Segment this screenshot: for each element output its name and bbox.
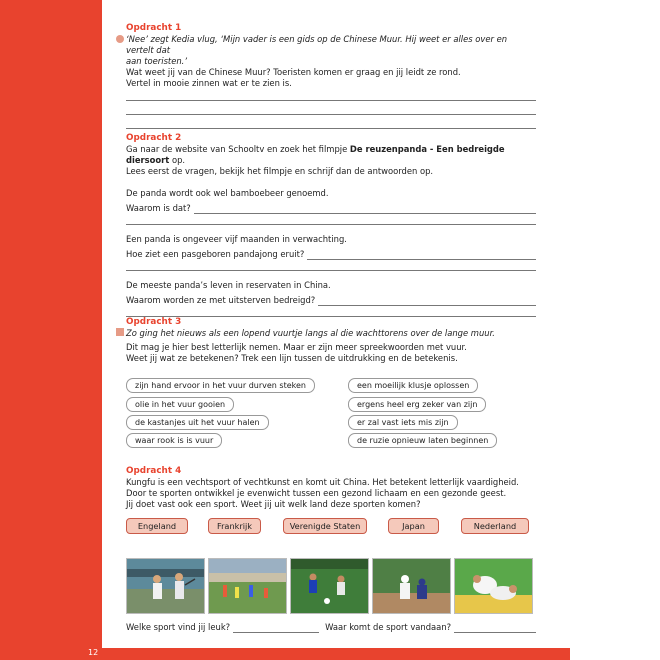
- meaning-pill[interactable]: ergens heel erg zeker van zijn: [348, 397, 486, 412]
- expression-pill[interactable]: waar rook is is vuur: [126, 433, 222, 448]
- opdracht-2-intro: [126, 144, 536, 166]
- intro-text: Ga naar de website van Schooltv en zoek het filmpje: [126, 144, 350, 154]
- q2-statement: Een panda is ongeveer vijf maanden in verwachting.: [126, 234, 347, 244]
- opdracht-1-text-line1: Wat weet jij van de Chinese Muur? Toeristen komen er graag en jij leidt ze rond.: [126, 67, 461, 77]
- country-tag[interactable]: Japan: [388, 518, 439, 534]
- opdracht-2: [126, 133, 536, 317]
- q1-answer-line[interactable]: [194, 205, 536, 214]
- country-tag[interactable]: Frankrijk: [208, 518, 261, 534]
- sport-origin-answer-line[interactable]: [454, 624, 536, 633]
- opdracht-3-quote: Zo ging het nieuws als een lopend vuurtje langs al die wachttorens over de lange muur.: [126, 328, 495, 338]
- baseball-photo: [372, 558, 451, 614]
- left-red-margin: [0, 0, 102, 660]
- q3-answer-line[interactable]: [318, 297, 536, 306]
- expression-pill[interactable]: olie in het vuur gooien: [126, 397, 234, 412]
- opdracht-3-text-line2: Weet jij wat ze betekenen? Trek een lijn tussen de uitdrukking en de betekenis.: [126, 353, 458, 363]
- bottom-red-margin: [102, 648, 570, 660]
- opdracht-3-text-line1: Dit mag je hier best letterlijk nemen. Maar er zijn meer spreekwoorden met vuur.: [126, 342, 467, 352]
- country-tag[interactable]: Engeland: [126, 518, 188, 534]
- opdracht-1-text-line2: Vertel in mooie zinnen wat er te zien is.: [126, 78, 292, 88]
- answer-line[interactable]: [126, 224, 536, 225]
- opdracht-4-title: Opdracht 4: [126, 466, 182, 476]
- opdracht-3-title: Opdracht 3: [126, 317, 182, 327]
- meaning-pill[interactable]: de ruzie opnieuw laten beginnen: [348, 433, 497, 448]
- video-title: De reuzenpanda - Een bedreigde diersoort: [126, 144, 505, 165]
- circle-bullet-icon: [116, 35, 124, 43]
- favorite-sport-answer-line[interactable]: [233, 624, 319, 633]
- question-sport-origin: Waar komt de sport vandaan?: [325, 622, 452, 632]
- q1-row: [126, 203, 536, 214]
- opdracht-4-text-line1: Kungfu is een vechtsport of vechtkunst en komt uit China. Het betekent letterlijk vaardigheid.: [126, 477, 519, 487]
- expression-pill[interactable]: zijn hand ervoor in het vuur durven steken: [126, 378, 315, 393]
- meaning-pill[interactable]: er zal vast iets mis zijn: [348, 415, 458, 430]
- q2-row: [126, 249, 536, 260]
- tennis-photo: [126, 558, 205, 614]
- page-number: 12: [88, 648, 99, 657]
- q3-row: [126, 295, 536, 306]
- intro-end: op.: [169, 155, 186, 165]
- opdracht-1-title: Opdracht 1: [126, 23, 182, 33]
- question-favorite-sport: Welke sport vind jij leuk?: [126, 622, 231, 632]
- answer-line[interactable]: [126, 270, 536, 271]
- opdracht-2-title: Opdracht 2: [126, 133, 182, 143]
- country-tag[interactable]: Nederland: [461, 518, 529, 534]
- opdracht-4: [126, 466, 536, 510]
- soccer-photo: [290, 558, 369, 614]
- q3-question: Waarom worden ze met uitsterven bedreigd?: [126, 295, 316, 305]
- sport-question-row: [126, 622, 536, 633]
- q3-statement: De meeste panda’s leven in reservaten in China.: [126, 280, 331, 290]
- country-tag[interactable]: Verenigde Staten: [283, 518, 367, 534]
- answer-line[interactable]: [126, 114, 536, 115]
- q1-statement: De panda wordt ook wel bamboebeer genoemd.: [126, 188, 329, 198]
- opdracht-4-text-line3: Jij doet vast ook een sport. Weet jij uit welk land deze sporten komen?: [126, 499, 421, 509]
- field-sport-photo: [208, 558, 287, 614]
- answer-line[interactable]: [126, 128, 536, 129]
- judo-photo: [454, 558, 533, 614]
- opdracht-3: [126, 317, 536, 364]
- opdracht-2-intro-line2: Lees eerst de vragen, bekijk het filmpje en schrijf dan de antwoorden op.: [126, 166, 434, 176]
- answer-line[interactable]: [126, 100, 536, 101]
- q2-answer-line[interactable]: [307, 251, 536, 260]
- square-bullet-icon: [116, 328, 124, 336]
- opdracht-1-quote-line2: aan toeristen.’: [126, 56, 187, 66]
- expression-pill[interactable]: de kastanjes uit het vuur halen: [126, 415, 269, 430]
- meaning-pill[interactable]: een moeilijk klusje oplossen: [348, 378, 478, 393]
- opdracht-4-text-line2: Door te sporten ontwikkel je evenwicht tussen een gezond lichaam en een gezonde geest.: [126, 488, 507, 498]
- q2-question: Hoe ziet een pasgeboren pandajong eruit?: [126, 249, 305, 259]
- sport-questions: [126, 622, 536, 633]
- q1-question: Waarom is dat?: [126, 203, 191, 213]
- opdracht-1-quote-line1: ‘Nee’ zegt Kedia vlug, ‘Mijn vader is een gids op de Chinese Muur. Hij weet er alles over en vertelt dat: [126, 34, 508, 55]
- opdracht-1: [126, 23, 536, 129]
